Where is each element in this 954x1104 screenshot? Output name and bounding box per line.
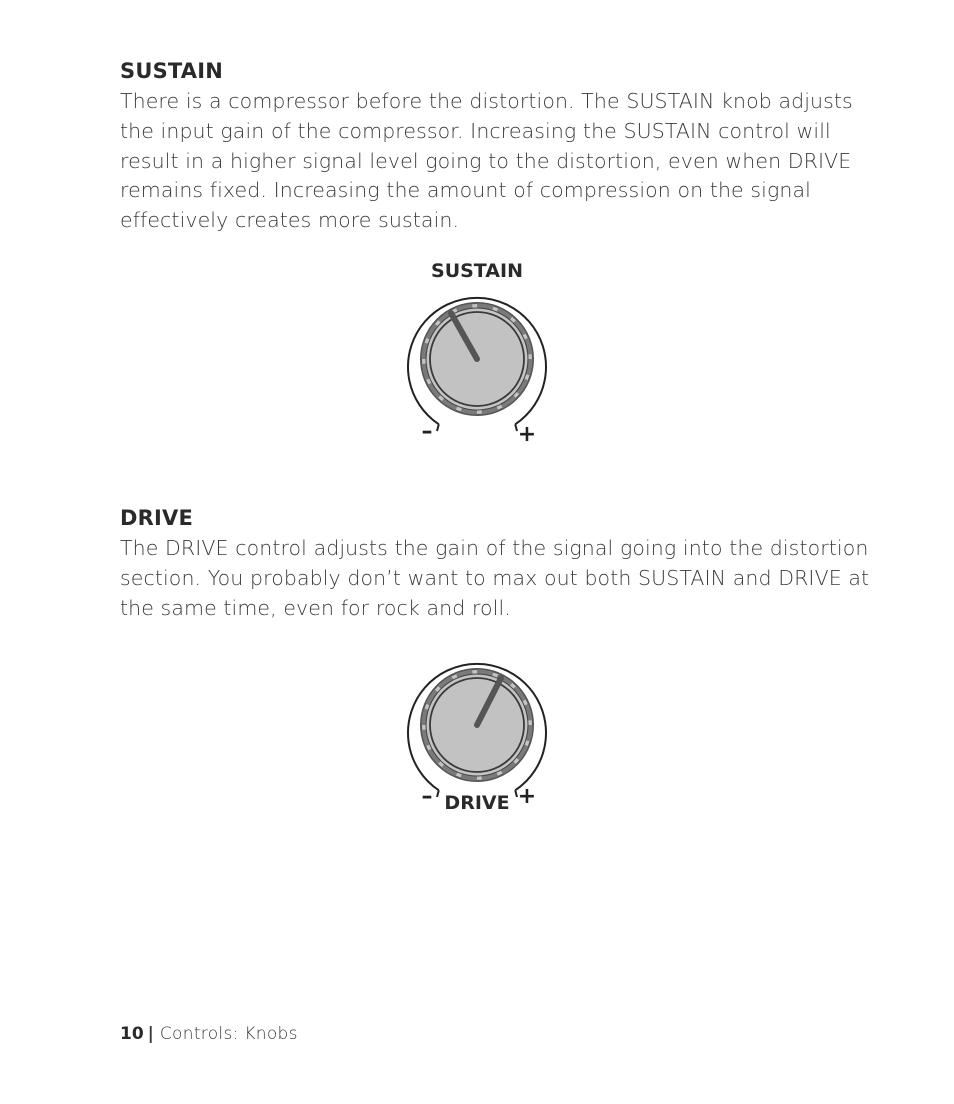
sustain-heading: SUSTAIN	[120, 59, 224, 83]
min-symbol: –	[421, 419, 433, 444]
drive-knob-illustration	[377, 640, 577, 825]
sustain-description: There is a compressor before the distortion. The SUSTAIN knob adjusts the input gain of the compressor. Increasing the SUSTAIN control will result in a higher signal level going to the distortion, even when DRIVE remains fixed. Increasing the amount of compression on the signal effectively creates more sustain.	[120, 89, 853, 233]
footer-separator: |	[147, 1024, 154, 1044]
max-symbol: +	[517, 784, 537, 809]
drive-heading: DRIVE	[120, 506, 194, 530]
sustain-knob-illustration	[377, 255, 577, 445]
footer-section-name: Controls: Knobs	[159, 1024, 298, 1044]
min-symbol: –	[421, 784, 433, 809]
drive-knob-label: DRIVE	[444, 792, 510, 814]
sustain-knob-label: SUSTAIN	[431, 260, 523, 282]
sustain-knob-icon	[377, 255, 577, 445]
max-symbol: +	[517, 422, 537, 445]
drive-description: The DRIVE control adjusts the gain of the signal going into the distortion section. You probably don’t want to max out both SUSTAIN and DRIVE at the same time, even for rock and roll.	[120, 536, 870, 620]
page-number: 10	[120, 1024, 144, 1044]
page-footer	[120, 1024, 298, 1044]
